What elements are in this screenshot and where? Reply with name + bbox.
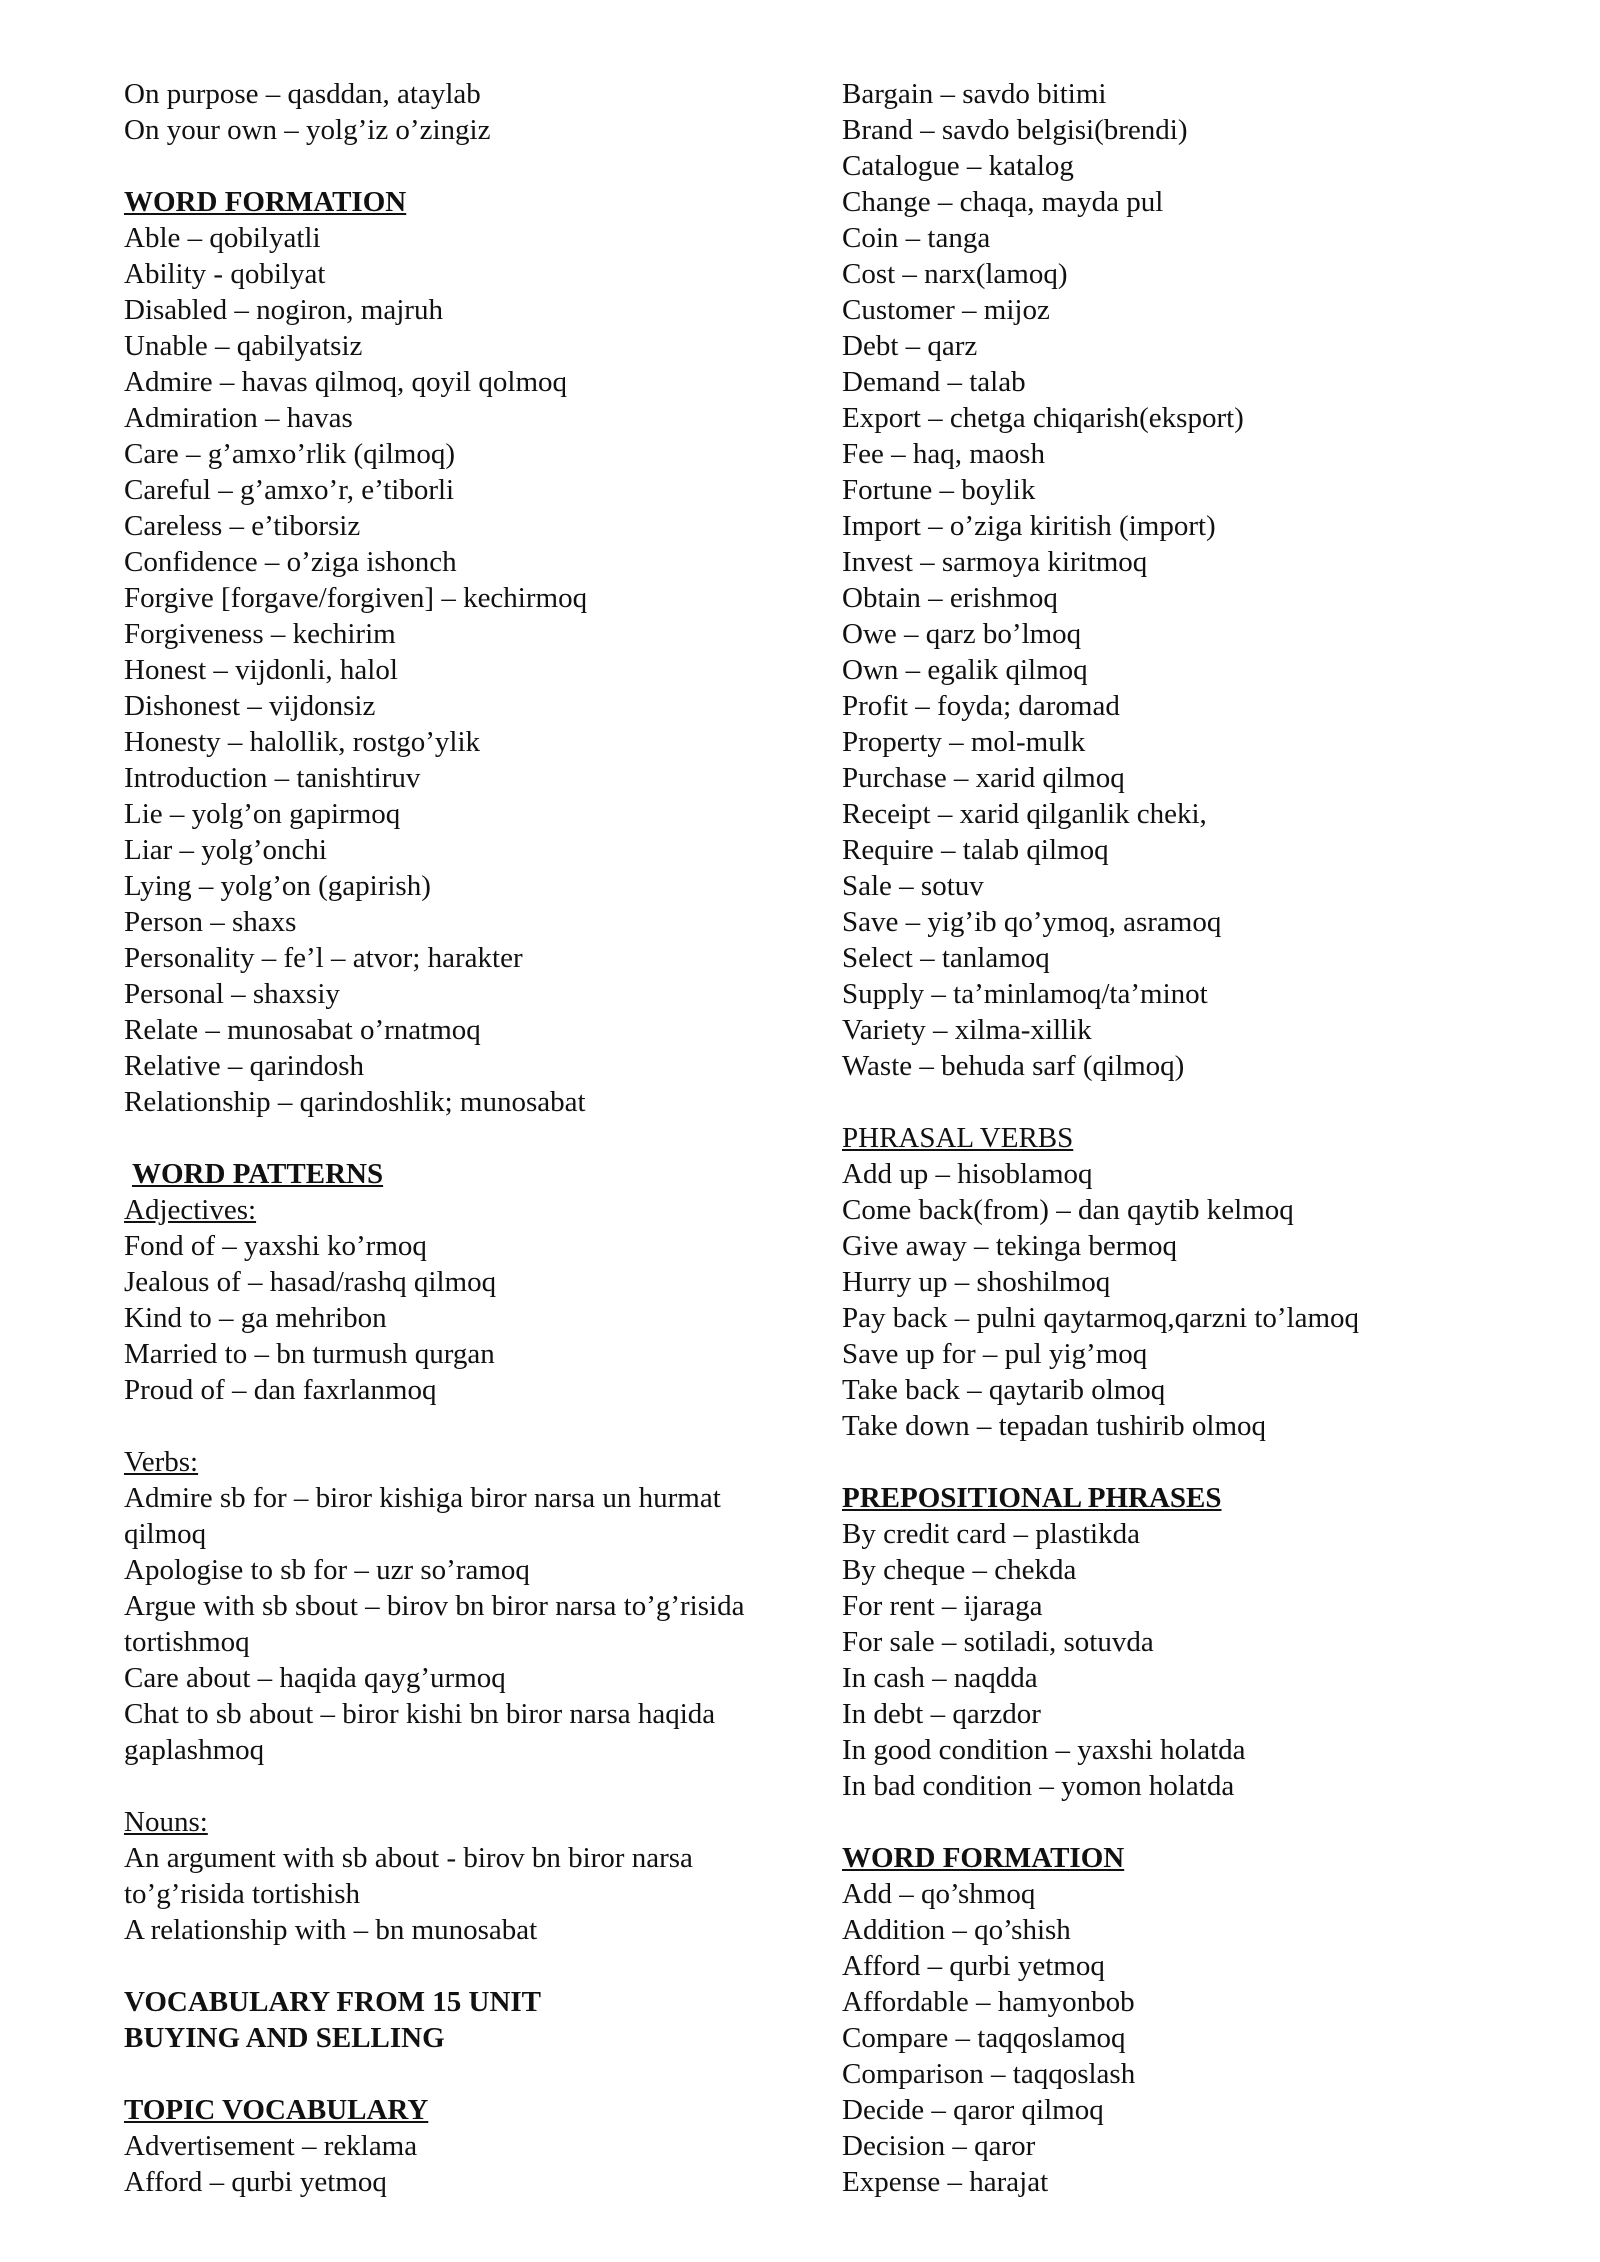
spacer bbox=[124, 1120, 804, 1156]
vocab-line: Export – chetga chiqarish(eksport) bbox=[842, 402, 1244, 434]
section-heading-phrasal-verbs: PHRASAL VERBS bbox=[842, 1122, 1074, 1154]
vocab-line: Decide – qaror qilmoq bbox=[842, 2094, 1104, 2126]
vocab-line: Comparison – taqqoslash bbox=[842, 2058, 1136, 2090]
vocab-line: Save up for – pul yig’moq bbox=[842, 1338, 1148, 1370]
topic-vocabulary-continued-list bbox=[842, 76, 1562, 1084]
vocab-line: Honest – vijdonli, halol bbox=[124, 654, 398, 686]
vocab-line: Obtain – erishmoq bbox=[842, 582, 1058, 614]
vocab-line: Add up – hisoblamoq bbox=[842, 1158, 1093, 1190]
vocab-line: Admiration – havas bbox=[124, 402, 353, 434]
vocab-line: Add – qo’shmoq bbox=[842, 1878, 1036, 1910]
vocab-line: Disabled – nogiron, majruh bbox=[124, 294, 443, 326]
vocab-line: Argue with sb sbout – birov bn biror narsa to’g’risida tortishmoq bbox=[124, 1590, 745, 1658]
left-column bbox=[124, 76, 804, 2200]
vocab-line: Expense – harajat bbox=[842, 2166, 1049, 2198]
phrasal-verbs-list bbox=[842, 1156, 1562, 1444]
vocab-line: Affordable – hamyonbob bbox=[842, 1986, 1135, 2018]
vocab-line: Compare – taqqoslamoq bbox=[842, 2022, 1126, 2054]
vocab-line: Forgive [forgave/forgiven] – kechirmoq bbox=[124, 582, 588, 614]
vocab-line: Change – chaqa, mayda pul bbox=[842, 186, 1164, 218]
word-formation-2-list bbox=[842, 1876, 1562, 2200]
vocab-line: Relative – qarindosh bbox=[124, 1050, 365, 1082]
vocab-line: Pay back – pulni qaytarmoq,qarzni to’lamoq bbox=[842, 1302, 1360, 1334]
vocab-line: Advertisement – reklama bbox=[124, 2130, 418, 2162]
vocab-line: Careful – g’amxo’r, e’tiborli bbox=[124, 474, 455, 506]
spacer bbox=[124, 2056, 804, 2092]
vocab-line: Liar – yolg’onchi bbox=[124, 834, 327, 866]
vocab-line: Relate – munosabat o’rnatmoq bbox=[124, 1014, 481, 1046]
vocab-line: Care – g’amxo’rlik (qilmoq) bbox=[124, 438, 455, 470]
vocab-line: Introduction – tanishtiruv bbox=[124, 762, 421, 794]
topic-vocabulary-list bbox=[124, 2128, 804, 2200]
vocab-line: Kind to – ga mehribon bbox=[124, 1302, 387, 1334]
section-heading-word-formation: WORD FORMATION bbox=[124, 186, 407, 218]
vocab-line: Jealous of – hasad/rashq qilmoq bbox=[124, 1266, 497, 1298]
vocab-line: In good condition – yaxshi holatda bbox=[842, 1734, 1246, 1766]
adjectives-list bbox=[124, 1228, 804, 1408]
vocab-line: Bargain – savdo bitimi bbox=[842, 78, 1107, 110]
word-formation-list bbox=[124, 220, 804, 1120]
vocab-line: Unable – qabilyatsiz bbox=[124, 330, 363, 362]
vocab-line: Catalogue – katalog bbox=[842, 150, 1074, 182]
vocab-line: Own – egalik qilmoq bbox=[842, 654, 1088, 686]
vocab-line: Admire sb for – biror kishiga biror narsa un hurmat qilmoq bbox=[124, 1482, 721, 1550]
vocab-line: An argument with sb about - birov bn biror narsa to’g’risida tortishish bbox=[124, 1842, 693, 1910]
vocab-line: Cost – narx(lamoq) bbox=[842, 258, 1068, 290]
nouns-list bbox=[124, 1840, 804, 1948]
vocab-line: Ability - qobilyat bbox=[124, 258, 326, 290]
vocab-line: Addition – qo’shish bbox=[842, 1914, 1071, 1946]
vocab-line: Import – o’ziga kiritish (import) bbox=[842, 510, 1216, 542]
vocab-line: In cash – naqdda bbox=[842, 1662, 1038, 1694]
subheading-verbs: Verbs: bbox=[124, 1446, 199, 1478]
vocab-line: Decision – qaror bbox=[842, 2130, 1036, 2162]
vocab-line: On your own – yolg’iz o’zingiz bbox=[124, 114, 491, 146]
vocab-line: Receipt – xarid qilganlik cheki, bbox=[842, 798, 1207, 830]
vocab-line: A relationship with – bn munosabat bbox=[124, 1914, 538, 1946]
vocab-line: Forgiveness – kechirim bbox=[124, 618, 396, 650]
vocab-line: Supply – ta’minlamoq/ta’minot bbox=[842, 978, 1208, 1010]
vocab-line: On purpose – qasddan, ataylab bbox=[124, 78, 481, 110]
verbs-list bbox=[124, 1480, 804, 1768]
vocab-line: Take down – tepadan tushirib olmoq bbox=[842, 1410, 1267, 1442]
vocab-line: Careless – e’tiborsiz bbox=[124, 510, 361, 542]
vocab-line: Person – shaxs bbox=[124, 906, 297, 938]
vocab-line: Proud of – dan faxrlanmoq bbox=[124, 1374, 437, 1406]
vocab-line: Owe – qarz bo’lmoq bbox=[842, 618, 1082, 650]
vocab-line: Lying – yolg’on (gapirish) bbox=[124, 870, 431, 902]
vocab-line: For sale – sotiladi, sotuvda bbox=[842, 1626, 1154, 1658]
vocab-line: Come back(from) – dan qaytib kelmoq bbox=[842, 1194, 1294, 1226]
vocab-line: Fond of – yaxshi ko’rmoq bbox=[124, 1230, 427, 1262]
vocab-line: Married to – bn turmush qurgan bbox=[124, 1338, 495, 1370]
vocab-line: Afford – qurbi yetmoq bbox=[842, 1950, 1105, 1982]
spacer bbox=[842, 1804, 1562, 1840]
vocab-line: Profit – foyda; daromad bbox=[842, 690, 1120, 722]
vocab-line: Debt – qarz bbox=[842, 330, 978, 362]
section-heading-prepositional-phrases: PREPOSITIONAL PHRASES bbox=[842, 1482, 1222, 1514]
vocab-line: Personality – fe’l – atvor; harakter bbox=[124, 942, 523, 974]
spacer bbox=[124, 148, 804, 184]
vocab-line: Confidence – o’ziga ishonch bbox=[124, 546, 457, 578]
vocab-line: Select – tanlamoq bbox=[842, 942, 1050, 974]
vocab-line: Invest – sarmoya kiritmoq bbox=[842, 546, 1148, 578]
vocab-line: Require – talab qilmoq bbox=[842, 834, 1109, 866]
vocab-line: Variety – xilma-xillik bbox=[842, 1014, 1092, 1046]
vocab-line: Demand – talab bbox=[842, 366, 1026, 398]
spacer bbox=[842, 1084, 1562, 1120]
vocab-line: By credit card – plastikda bbox=[842, 1518, 1140, 1550]
spacer bbox=[124, 1768, 804, 1804]
section-heading-word-patterns: WORD PATTERNS bbox=[132, 1158, 384, 1190]
vocab-line: Care about – haqida qayg’urmoq bbox=[124, 1662, 506, 1694]
section-heading-word-formation-2: WORD FORMATION bbox=[842, 1842, 1125, 1874]
vocab-line: Coin – tanga bbox=[842, 222, 991, 254]
vocab-line: Waste – behuda sarf (qilmoq) bbox=[842, 1050, 1185, 1082]
vocab-line: Give away – tekinga bermoq bbox=[842, 1230, 1178, 1262]
vocab-line: Sale – sotuv bbox=[842, 870, 984, 902]
vocab-line: Save – yig’ib qo’ymoq, asramoq bbox=[842, 906, 1222, 938]
right-column bbox=[842, 76, 1562, 2200]
vocab-line: In bad condition – yomon holatda bbox=[842, 1770, 1235, 1802]
spacer bbox=[124, 1948, 804, 1984]
vocab-line: Afford – qurbi yetmoq bbox=[124, 2166, 387, 2198]
vocab-line: Customer – mijoz bbox=[842, 294, 1050, 326]
vocab-line: Purchase – xarid qilmoq bbox=[842, 762, 1125, 794]
unit-heading: VOCABULARY FROM 15 UNIT bbox=[124, 1986, 542, 2018]
unit-subheading: BUYING AND SELLING bbox=[124, 2022, 445, 2054]
section-heading-topic-vocabulary: TOPIC VOCABULARY bbox=[124, 2094, 429, 2126]
vocab-line: By cheque – chekda bbox=[842, 1554, 1077, 1586]
spacer bbox=[124, 1408, 804, 1444]
vocab-line: Apologise to sb for – uzr so’ramoq bbox=[124, 1554, 530, 1586]
vocab-line: Relationship – qarindoshlik; munosabat bbox=[124, 1086, 586, 1118]
vocab-line: Take back – qaytarib olmoq bbox=[842, 1374, 1166, 1406]
vocab-line: For rent – ijaraga bbox=[842, 1590, 1043, 1622]
subheading-adjectives: Adjectives: bbox=[124, 1194, 257, 1226]
prepositional-phrases-list bbox=[842, 1516, 1562, 1804]
vocab-line: Brand – savdo belgisi(brendi) bbox=[842, 114, 1188, 146]
vocab-line: Property – mol-mulk bbox=[842, 726, 1086, 758]
vocab-line: Chat to sb about – biror kishi bn biror narsa haqida gaplashmoq bbox=[124, 1698, 716, 1766]
spacer bbox=[842, 1444, 1562, 1480]
subheading-nouns: Nouns: bbox=[124, 1806, 208, 1838]
vocab-line: Able – qobilyatli bbox=[124, 222, 321, 254]
vocab-line: In debt – qarzdor bbox=[842, 1698, 1041, 1730]
vocab-line: Fee – haq, maosh bbox=[842, 438, 1045, 470]
vocab-line: Lie – yolg’on gapirmoq bbox=[124, 798, 401, 830]
vocab-line: Hurry up – shoshilmoq bbox=[842, 1266, 1111, 1298]
vocab-line: Dishonest – vijdonsiz bbox=[124, 690, 376, 722]
vocab-line: Fortune – boylik bbox=[842, 474, 1036, 506]
vocab-line: Honesty – halollik, rostgo’ylik bbox=[124, 726, 481, 758]
vocab-line: Admire – havas qilmoq, qoyil qolmoq bbox=[124, 366, 568, 398]
vocab-line: Personal – shaxsiy bbox=[124, 978, 340, 1010]
